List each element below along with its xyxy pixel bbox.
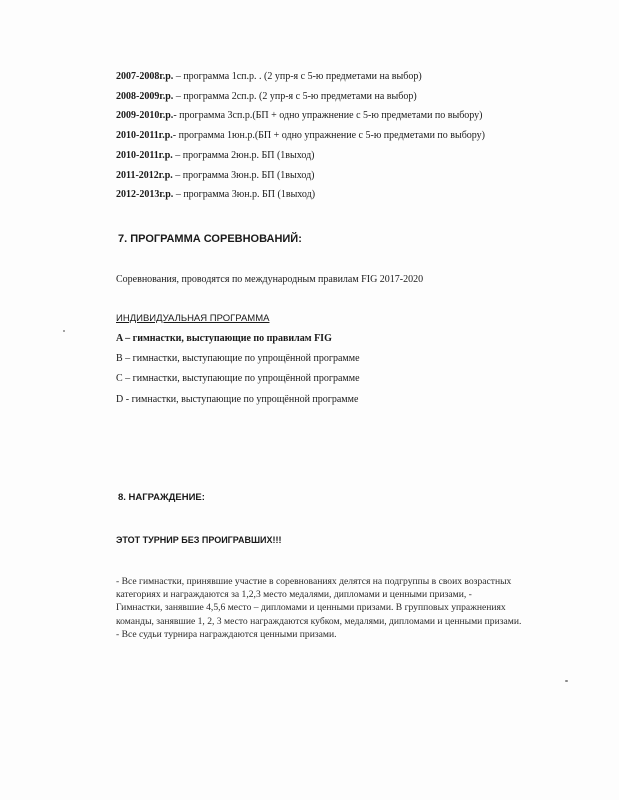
category-letter: A — [116, 333, 123, 344]
paragraph-line: - Все гимнастки, принявшие участие в соревнованиях делятся на подгруппы в своих возрастных — [116, 576, 512, 587]
category-line — [116, 373, 360, 385]
schedule-year: 2012-2013г.р. — [116, 189, 174, 200]
schedule-line — [116, 189, 315, 201]
schedule-line — [116, 110, 483, 122]
schedule-text: – программа 2сп.р. (2 упр-я с 5-ю предметами на выбор) — [173, 91, 417, 102]
schedule-line — [116, 71, 422, 83]
section-8-title: 8. НАГРАЖДЕНИЕ: — [118, 492, 205, 503]
section-7-title: 7. ПРОГРАММА СОРЕВНОВАНИЙ: — [118, 233, 302, 245]
schedule-text: - программа 3сп.р.(БП + одно упражнение с 5-ю предметами по выбору) — [173, 110, 483, 121]
section-7-intro: Соревнования, проводятся по международным правилам FIG 2017-2020 — [116, 274, 424, 285]
category-text: - гимнастки, выступающие по упрощённой программе — [123, 394, 359, 405]
schedule-year: 2008-2009г.р. — [116, 91, 174, 102]
section-8-slogan: ЭТОТ ТУРНИР БЕЗ ПРОИГРАВШИХ!!! — [116, 535, 282, 545]
schedule-line — [116, 91, 417, 103]
paragraph-line: Гимнастки, занявшие 4,5,6 место – дипломами и ценными призами. В групповых упражнениях — [116, 602, 506, 614]
schedule-text: – программа 3юн.р. БП (1выход) — [172, 170, 315, 181]
schedule-line — [116, 130, 485, 142]
category-text: – гимнастки, выступающие по правилам FIG — [122, 333, 332, 344]
schedule-year: 2007-2008г.р. — [116, 71, 174, 82]
awards-paragraph — [116, 575, 556, 641]
schedule-text: - программа 1юн.р.(БП + одно упражнение с 5-ю предметами по выбору) — [172, 130, 485, 141]
schedule-text: – программа 2юн.р. БП (1выход) — [172, 150, 315, 161]
category-letter: D — [116, 394, 124, 405]
schedule-text: – программа 1сп.р. . (2 упр-я с 5-ю предметами на выбор) — [173, 71, 422, 82]
schedule-line — [116, 150, 315, 162]
category-line — [116, 333, 332, 345]
paragraph-line: команды, занявшие 1, 2, 3 место награждаются кубком, медалями, дипломами и ценными призами. — [116, 615, 522, 627]
schedule-text: – программа 3юн.р. БП (1выход) — [173, 189, 316, 200]
scan-speck — [565, 680, 568, 682]
schedule-year: 2010-2011г.р. — [116, 150, 173, 161]
paragraph-line: категориях и награждаются за 1,2,3 место медалями, дипломами и ценными призами, - — [116, 589, 472, 601]
schedule-year: 2011-2012г.р. — [116, 170, 173, 181]
schedule-year: 2010-2011г.р. — [116, 130, 173, 141]
category-text: – гимнастки, выступающие по упрощённой программе — [122, 373, 360, 384]
paragraph-line: - Все судьи турнира награждаются ценными призами. — [116, 628, 337, 640]
schedule-year: 2009-2010г.р. — [116, 110, 174, 121]
category-line — [116, 394, 358, 406]
category-text: – гимнастки, выступающие по упрощённой программе — [122, 353, 360, 364]
category-letter: B — [116, 353, 123, 364]
schedule-line — [116, 170, 315, 182]
individual-program-heading: ИНДИВИДУАЛЬНАЯ ПРОГРАММА — [116, 313, 270, 324]
category-letter: C — [116, 373, 123, 384]
scan-speck — [63, 330, 65, 332]
category-line — [116, 353, 360, 365]
